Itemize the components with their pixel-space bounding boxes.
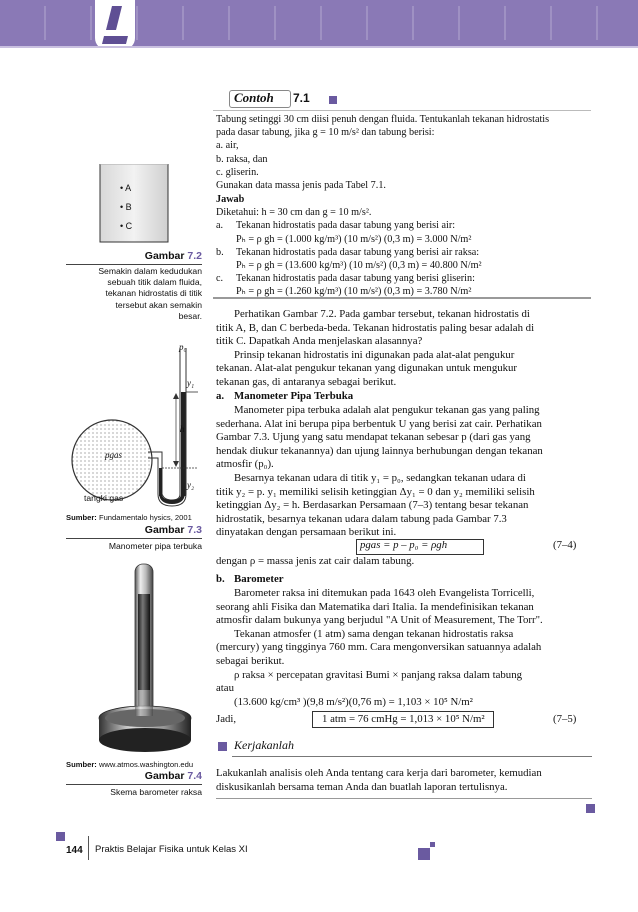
kerjakanlah-title: Kerjakanlah [234, 738, 294, 752]
kerjakanlah-text: Lakukanlah analisis oleh Anda tentang cara kerja dari barometer, kemudian diskusikanlah bersama teman Anda dan buatlah laporan tertulisnya. [216, 767, 542, 793]
figure-7-3-y2-label: y₂ [187, 480, 195, 490]
figure-7-3-h-label: h [180, 424, 185, 434]
figure-7-2-point-c: • C [120, 221, 133, 231]
contoh-square-icon [329, 96, 337, 104]
figure-7-3-rule [66, 538, 202, 539]
figure-7-4-barometer [95, 560, 195, 754]
body-paragraph-1: Perhatikan Gambar 7.2. Pada gambar tersebut, tekanan hidrostatis di titik A, B, dan C berbeda-beda. Tekanan hidrostatis paling besar adalah di titik C. Dapatkah Anda menjelaskan alasannya? Prinsip tekanan hidrostatis ini digunakan pada alat-alat pengukur tekanan. Alat-alat pengukur tekanan yang digunakan untuk mengukur tekanan gas, di antaranya sebagai berikut. [216, 308, 535, 388]
footer-left-square-icon [56, 832, 65, 841]
header-bottom-line [0, 46, 638, 48]
equation-7-4-number: (7–4) [553, 539, 577, 551]
figure-7-2-container [98, 164, 170, 244]
figure-7-4-rule [66, 784, 202, 785]
section-b-heading: b. Barometer [216, 573, 284, 585]
figure-7-3-y1-label: y₁ [187, 378, 195, 388]
figure-7-4-caption: Skema barometer raksa [110, 787, 202, 797]
kerjakanlah-square-icon [218, 742, 227, 751]
body-paragraph-3: Barometer raksa ini ditemukan pada 1643 oleh Evangelista Torricelli, seorang ahli Fisika dan Matematika dari Italia. Ia mendefinisikan tekanan atmosfir dalam bukunya yang berjudul "A Unit of Measurement, The Torr". Tekanan atmosfer (1 atm) sama dengan tekanan hidrostatis raksa (mercury) yang tingginya 760 mm. Cara mengonversikan satuannya adalah sebagai berikut. ρ raksa × percepatan gravitasi Bumi × panjang raksa dalam tabung atau (13.600 kg/cm³ )(9,8 m/s²)(0,76 m) = 1,103 × 10⁵ N/m² [216, 587, 543, 708]
footer-right-square-icon [418, 848, 430, 860]
footer-right-small-square-icon [430, 842, 435, 847]
footer-divider [88, 836, 89, 860]
footer-page-number: 144 [66, 845, 83, 856]
contoh-label: Contoh [234, 90, 274, 105]
figure-7-4-source: Sumber: www.atmos.washington.edu [66, 760, 194, 769]
kerjakanlah-rule [232, 756, 592, 757]
figure-7-3-caption: Manometer pipa terbuka [108, 541, 202, 551]
footer-book-title: Praktis Belajar Fisika untuk Kelas XI [95, 844, 248, 855]
figure-7-4-label: Gambar 7.4 [144, 770, 202, 782]
equation-7-4: pgas = p – p₀ = ρgh [360, 539, 448, 551]
header-logo-icon [98, 4, 138, 48]
figure-7-2-rule [66, 264, 202, 265]
equation-7-5: 1 atm = 76 cmHg = 1,013 × 10⁵ N/m² [322, 713, 485, 725]
body-paragraph-2: Manometer pipa terbuka adalah alat pengukur tekanan gas yang paling sederhana. Alat ini berupa pipa berbentuk U yang berisi zat cair. Perhatikan Gambar 7.3. Ujung yang satu mendapat tekanan sebesar p (dari gas yang hendak diukur tekanannya) dan ujung lainnya berhubungan dengan tekanan atmosfir (p₀). Besarnya tekanan udara di titik y₁ = p₀, sedangkan tekanan udara di titik y₂ = p. y₁ memiliki selisih ketinggian Δy₁ = 0 dan y₂ memiliki selisih ketinggian Δy₂ = h. Berdasarkan Persamaan (7–3) tentang besar tekanan hidrostatik, besarnya tekanan udara dalam tabung pada Gambar 7.3 dinyatakan dengan persamaan berikut ini. [216, 404, 543, 539]
figure-7-3-source: Sumber: Fundamentalo hysics, 2001 [66, 513, 192, 522]
figure-7-2-point-b: • B [120, 202, 132, 212]
figure-7-3-pgas-label: pgas [105, 450, 123, 460]
figure-7-3-label: Gambar 7.3 [144, 524, 202, 536]
equation-7-5-number: (7–5) [553, 713, 577, 725]
section-a-heading: a. Manometer Pipa Terbuka [216, 390, 354, 402]
dengan-line: dengan ρ = massa jenis zat cair dalam tabung. [216, 555, 415, 567]
contoh-answer: Jawab Diketahui: h = 30 cm dan g = 10 m/s². a. Tekanan hidrostatis pada dasar tabung yang berisi air: Pₕ = ρ gh = (1.000 kg/m³) (10 m/s²) (0,3 m) = 3.000 N/m² b. Tekanan hidrostatis pada dasar tabung yang berisi air raksa: Pₕ = ρ gh = (13.600 kg/m³) (10 m/s²) (0,3 m) = 40.800 N/m² c. Tekanan hidrostatis pada dasar tabung yang berisi gliserin: Pₕ = ρ gh = (1.260 kg/m³) (10 m/s²) (0,3 m) = 3.780 N/m² [216, 194, 482, 298]
contoh-number: 7.1 [293, 91, 310, 105]
figure-7-3-p0-label: p₀ [179, 342, 187, 352]
kerjakanlah-bottom-rule [216, 798, 592, 799]
contoh-problem: Tabung setinggi 30 cm diisi penuh dengan fluida. Tentukanlah tekanan hidrostatis pada dasar tabung, jika g = 10 m/s² dan tabung berisi: a. air, b. raksa, dan c. gliserin. Gunakan data massa jenis pada Tabel 7.1. [216, 114, 550, 192]
figure-7-2-point-a: • A [120, 183, 132, 193]
figure-7-2-label: Gambar 7.2 [144, 250, 202, 262]
figure-7-3-tank-label: tangki gas [84, 493, 124, 503]
contoh-header [229, 90, 339, 108]
figure-7-2-caption: Semakin dalam kedudukan sebuah titik dalam fluida, tekanan hidrostatis di titik tersebut akan semakin besar. [98, 266, 202, 321]
jadi-label: Jadi, [216, 713, 237, 725]
kerjakanlah-corner-icon [586, 804, 595, 813]
